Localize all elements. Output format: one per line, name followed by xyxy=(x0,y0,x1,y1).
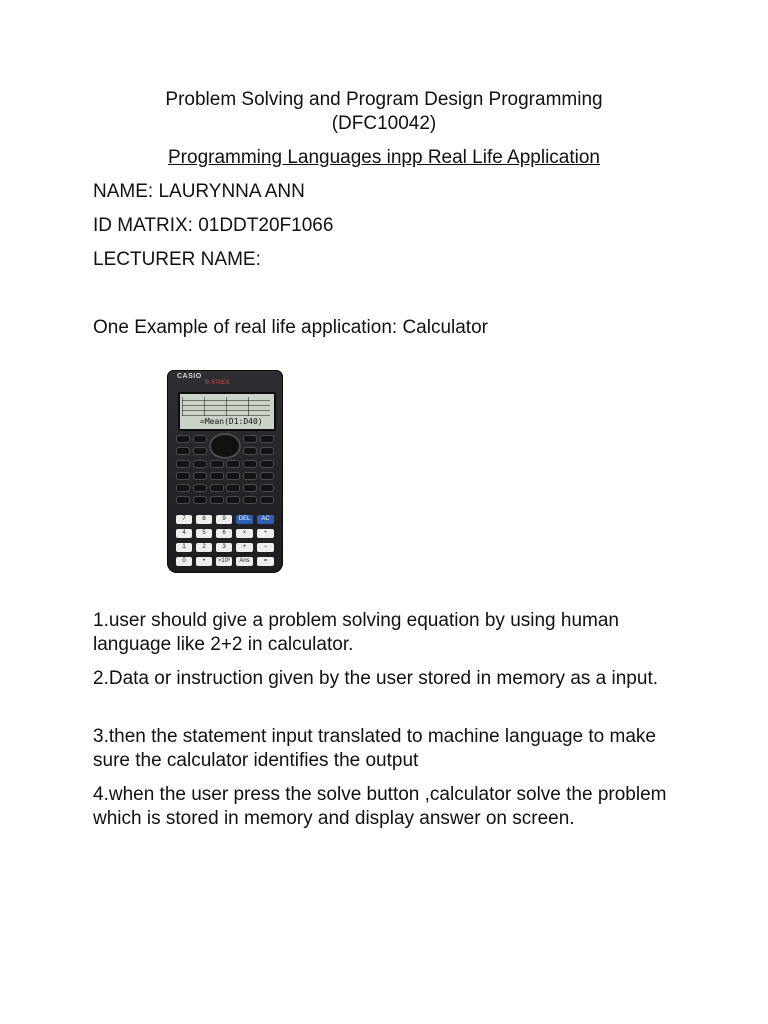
step-4: 4.when the user press the solve button ,calculator solve the problem which is stored in memory and display answer on screen. xyxy=(93,784,667,829)
func-key xyxy=(244,497,256,503)
func-key xyxy=(177,473,189,479)
func-key xyxy=(244,436,256,442)
student-id-matrix: ID MATRIX: 01DDT20F1066 xyxy=(93,215,334,236)
func-key xyxy=(227,485,239,491)
func-key xyxy=(227,497,239,503)
func-key xyxy=(261,473,273,479)
student-name: NAME: LAURYNNA ANN xyxy=(93,181,305,202)
key-2: 2 xyxy=(196,543,212,552)
calculator-brand: CASIO xyxy=(177,373,202,380)
func-key xyxy=(194,448,206,454)
func-key xyxy=(194,461,206,467)
key-dot: • xyxy=(196,557,212,566)
func-key xyxy=(227,461,239,467)
func-key xyxy=(194,485,206,491)
screen-formula: =Mean(D1:D40) xyxy=(200,417,263,426)
screen-table-grid xyxy=(182,397,270,416)
key-equals: = xyxy=(257,557,274,566)
key-del: DEL xyxy=(236,515,253,524)
func-key xyxy=(211,497,223,503)
calculator-dpad xyxy=(211,435,239,457)
assignment-subtitle: Programming Languages inpp Real Life Application xyxy=(168,147,600,168)
func-key xyxy=(261,497,273,503)
func-key xyxy=(211,485,223,491)
func-key xyxy=(177,461,189,467)
func-key xyxy=(194,436,206,442)
func-key xyxy=(261,436,273,442)
func-key xyxy=(261,461,273,467)
func-key xyxy=(177,448,189,454)
func-key xyxy=(211,473,223,479)
func-key xyxy=(244,485,256,491)
func-key xyxy=(194,497,206,503)
course-code: (DFC10042) xyxy=(331,113,437,134)
func-key xyxy=(177,497,189,503)
key-ans: Ans xyxy=(236,557,253,566)
example-statement: One Example of real life application: Calculator xyxy=(93,317,488,338)
func-key xyxy=(261,448,273,454)
lecturer-name: LECTURER NAME: xyxy=(93,249,261,270)
key-exp: ×10ˣ xyxy=(217,558,231,564)
step-1: 1.user should give a problem solving equation by using human language like 2+2 in calculator. xyxy=(93,610,619,655)
key-plus: + xyxy=(236,543,253,552)
key-1: 1 xyxy=(176,543,192,552)
key-4: 4 xyxy=(176,529,192,538)
func-key xyxy=(227,473,239,479)
key-6: 6 xyxy=(216,529,232,538)
key-0: 0 xyxy=(176,557,192,566)
key-8: 8 xyxy=(196,515,212,524)
key-ac: AC xyxy=(257,515,274,524)
calculator-model: fx-570EX xyxy=(205,380,230,386)
calculator-image xyxy=(167,370,283,573)
func-key xyxy=(194,473,206,479)
func-key xyxy=(244,448,256,454)
step-2: 2.Data or instruction given by the user stored in memory as a input. xyxy=(93,668,658,689)
func-key xyxy=(177,436,189,442)
key-3: 3 xyxy=(216,543,232,552)
func-key xyxy=(261,485,273,491)
key-multiply: × xyxy=(236,529,253,538)
key-5: 5 xyxy=(196,529,212,538)
key-minus: − xyxy=(257,543,274,552)
key-7: 7 xyxy=(176,515,192,524)
func-key xyxy=(244,473,256,479)
calculator-screen xyxy=(178,392,276,431)
func-key xyxy=(244,461,256,467)
func-key xyxy=(211,461,223,467)
step-3: 3.then the statement input translated to machine language to make sure the calculator identifies the output xyxy=(93,726,656,771)
func-key xyxy=(177,485,189,491)
key-divide: ÷ xyxy=(257,529,274,538)
course-title-line1: Problem Solving and Program Design Programming xyxy=(165,89,603,110)
key-9: 9 xyxy=(216,515,232,524)
